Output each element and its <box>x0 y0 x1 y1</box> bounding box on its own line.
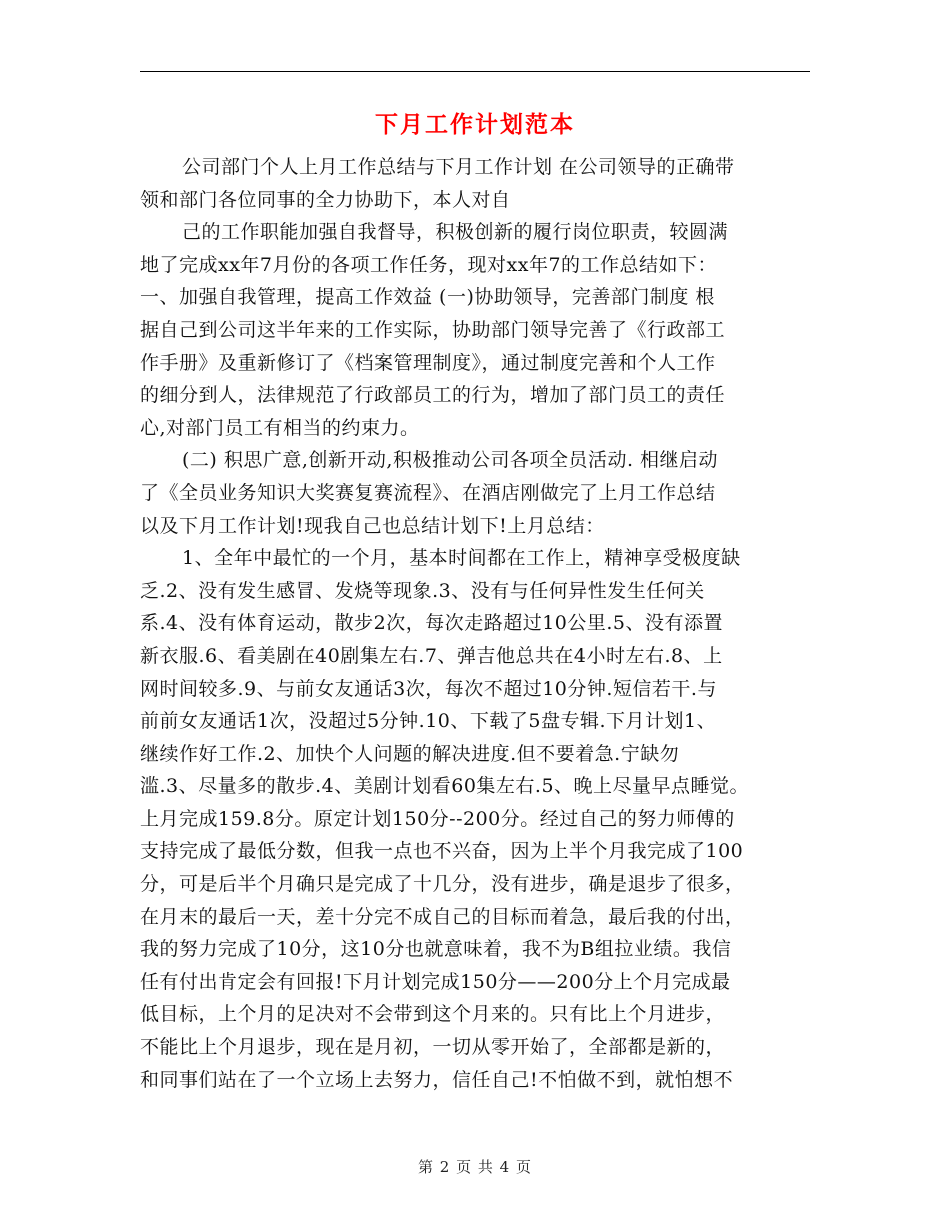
paragraph-line: 乏.2、没有发生感冒、发烧等现象.3、没有与任何异性发生任何关 <box>140 579 705 602</box>
paragraph-line: 继续作好工作.2、加快个人问题的解决进度.但不要着急.宁缺勿 <box>140 742 680 765</box>
paragraph-line: 领和部门各位同事的全力协助下，本人对自 <box>140 188 511 211</box>
paragraph-line: 在月末的最后一天，差十分完不成自己的目标而着急，最后我的付出， <box>140 905 745 928</box>
paragraph-line: 了《全员业务知识大奖赛复赛流程》、在酒店刚做完了上月工作总结 <box>140 481 716 504</box>
paragraph-line: 任有付出肯定会有回报!下月计划完成150分——200分上个月完成最 <box>140 970 731 993</box>
paragraph-line: 1、全年中最忙的一个月，基本时间都在工作上，精神享受极度缺 <box>182 547 741 570</box>
paragraph-line: 据自己到公司这半年来的工作实际，协助部门领导完善了《行政部工 <box>140 318 726 341</box>
document-body <box>140 151 812 1096</box>
paragraph-line: 系.4、没有体育运动，散步2次，每次走路超过10公里.5、没有添置 <box>140 612 724 635</box>
paragraph-line: 和同事们站在了一个立场上去努力，信任自己!不怕做不到，就怕想不 <box>140 1068 734 1091</box>
paragraph-line: 心,对部门员工有相当的约束力。 <box>140 416 420 439</box>
paragraph-line: 己的工作职能加强自我督导，积极创新的履行岗位职责，较圆满 <box>182 221 729 244</box>
paragraph-line: 支持完成了最低分数，但我一点也不兴奋，因为上半个月我完成了100 <box>140 840 744 863</box>
paragraph-line: 地了完成xx年7月份的各项工作任务，现对xx年7的工作总结如下： <box>140 253 718 276</box>
paragraph-line: 我的努力完成了10分，这10分也就意味着，我不为B组拉业绩。我信 <box>140 938 732 961</box>
header-rule <box>140 71 810 72</box>
paragraph-line: 以及下月工作计划!现我自己也总结计划下!上月总结： <box>140 514 605 537</box>
paragraph-line: 低目标，上个月的足决对不会带到这个月来的。只有比上个月进步， <box>140 1003 726 1026</box>
paragraph-line: 分，可是后半个月确只是完成了十几分，没有进步，确是退步了很多， <box>140 873 745 896</box>
paragraph-line: 滥.3、尽量多的散步.4、美剧计划看60集左右.5、晚上尽量早点睡觉。 <box>140 775 750 798</box>
paragraph-line: 网时间较多.9、与前女友通话3次，每次不超过10分钟.短信若干.与 <box>140 677 717 700</box>
page-footer: 第 2 页 共 4 页 <box>418 1158 532 1176</box>
paragraph-line: 新衣服.6、看美剧在40剧集左右.7、弹吉他总共在4小时左右.8、上 <box>140 644 723 667</box>
paragraph-line: (二) 积思广意,创新开动,积极推动公司各项全员活动. 相继启动 <box>182 449 719 472</box>
paragraph-line: 不能比上个月退步，现在是月初，一切从零开始了，全部都是新的， <box>140 1036 726 1059</box>
paragraph-line: 公司部门个人上月工作总结与下月工作计划 在公司领导的正确带 <box>182 156 735 178</box>
paragraph-line: 前前女友通话1次，没超过5分钟.10、下载了5盘专辑.下月计划1、 <box>140 710 717 733</box>
document-title: 下月工作计划范本 <box>375 111 575 138</box>
paragraph-line: 的细分到人，法律规范了行政部员工的行为，增加了部门员工的责任 <box>140 384 726 407</box>
paragraph-line: 上月完成159.8分。原定计划150分--200分。经过自己的努力师傅的 <box>140 807 735 830</box>
paragraph-line: 一、加强自我管理，提高工作效益 (一)协助领导，完善部门制度 根 <box>140 286 715 309</box>
paragraph-line: 作手册》及重新修订了《档案管理制度》，通过制度完善和个人工作 <box>140 351 716 374</box>
